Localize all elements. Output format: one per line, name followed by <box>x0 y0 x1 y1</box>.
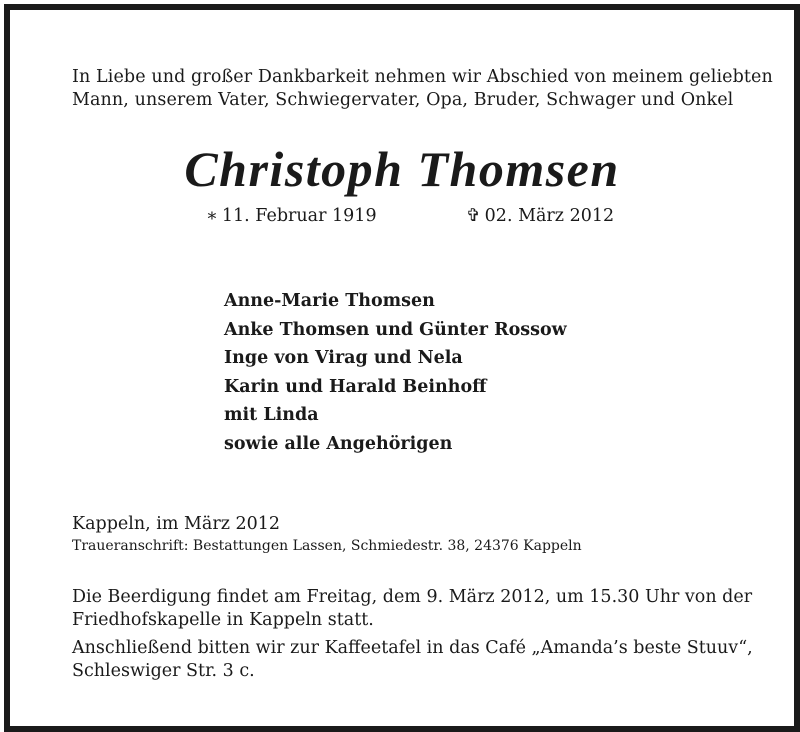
obituary-frame <box>4 4 800 732</box>
mourner-item: Anke Thomsen und Günter Rossow <box>224 319 567 340</box>
mourner-item: Anne-Marie Thomsen <box>224 291 435 311</box>
mourning-address: Traueranschrift: Bestattungen Lassen, Schmiedestr. 38, 24376 Kappeln <box>72 538 582 554</box>
funeral-line-2: Friedhofskapelle in Kappeln statt. <box>72 609 374 630</box>
funeral-details <box>72 586 753 682</box>
birth-date-text: 11. Februar 1919 <box>221 206 377 226</box>
intro-text <box>72 66 773 112</box>
deceased-name: Christoph Thomsen <box>184 141 620 197</box>
mourners-list <box>224 287 567 458</box>
mourner-item: Inge von Virag und Nela <box>224 348 463 368</box>
death-cross-icon: ✞ <box>466 206 481 226</box>
mourner-item: Karin und Harald Beinhoff <box>224 376 487 397</box>
coffee-line-2: Schleswiger Str. 3 c. <box>72 660 255 681</box>
place-date: Kappeln, im März 2012 <box>72 514 281 534</box>
death-date <box>466 206 614 226</box>
mourner-item: sowie alle Angehörigen <box>224 433 453 454</box>
coffee-line-1: Anschließend bitten wir zur Kaffeetafel in das Café „Amanda’s beste Stuuv“, <box>72 638 753 658</box>
funeral-line-1: Die Beerdigung findet am Freitag, dem 9. März 2012, um 15.30 Uhr von der <box>72 587 753 607</box>
intro-line-1: In Liebe und großer Dankbarkeit nehmen wir Abschied von meinem geliebten <box>72 67 773 87</box>
intro-line-2: Mann, unserem Vater, Schwiegervater, Opa, Bruder, Schwager und Onkel <box>72 90 734 110</box>
death-date-text: 02. März 2012 <box>484 206 615 226</box>
birth-date <box>206 206 377 226</box>
birth-star-icon: ∗ <box>206 206 218 226</box>
mourner-item: mit Linda <box>224 405 319 425</box>
